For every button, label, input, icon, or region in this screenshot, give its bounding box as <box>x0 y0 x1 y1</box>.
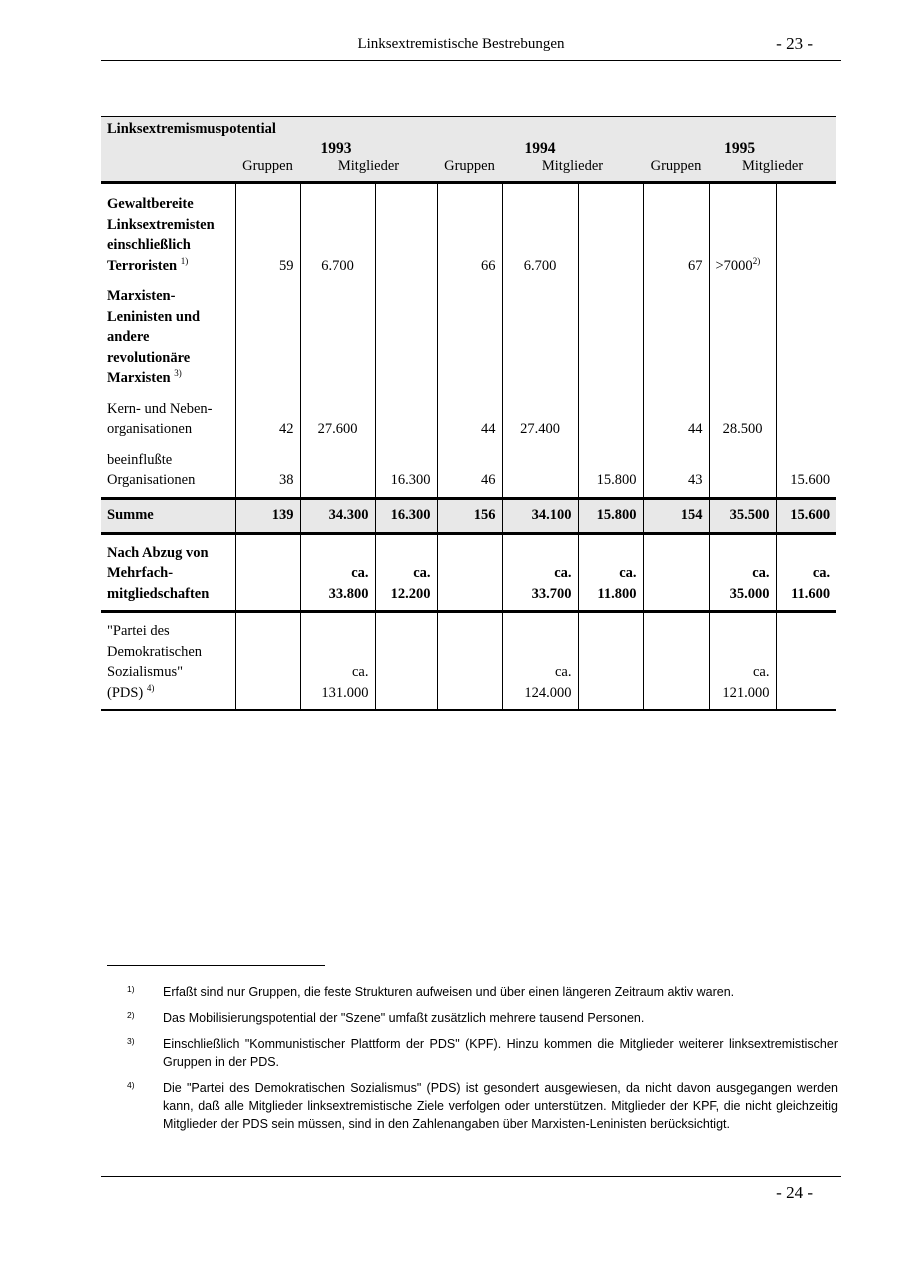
cell: 15.600 <box>776 440 836 499</box>
col-mitglieder-1993: Mitglieder <box>300 158 437 183</box>
footnote-ref: 4) <box>146 682 155 693</box>
col-mitglieder-1994: Mitglieder <box>502 158 643 183</box>
cell: ca. 35.000 <box>709 533 776 612</box>
cell: 46 <box>437 440 502 499</box>
cell: 15.800 <box>578 440 643 499</box>
table-row-abzug <box>101 533 836 612</box>
row-label: "Partei des Demokratischen Sozialismus" (PDS) $^{4)}$ <box>101 612 235 711</box>
column-header-row <box>101 158 836 183</box>
cell <box>375 183 437 277</box>
cell: ca. 11.600 <box>776 533 836 612</box>
running-title: Linksextremistische Bestrebungen <box>357 36 565 52</box>
row-label: Summe <box>101 498 235 533</box>
linksextremismus-table <box>101 116 836 711</box>
row-label: Nach Abzug von Mehrfach- mitgliedschaften <box>101 533 235 612</box>
col-mitglieder-1995: Mitglieder <box>709 158 836 183</box>
cell <box>709 440 776 499</box>
page-number-top: - 23 - <box>776 34 813 53</box>
cell: 15.800 <box>578 498 643 533</box>
table-row-marxisten <box>101 276 836 389</box>
cell: 27.600 <box>300 389 375 440</box>
footnote-ref: 2) <box>752 255 761 266</box>
year-1995: 1995 <box>643 138 836 158</box>
col-gruppen-1993: Gruppen <box>235 158 300 183</box>
cell: $>7000^{2)}$ <box>709 183 776 277</box>
cell: 43 <box>643 440 709 499</box>
table-title-row <box>101 117 836 139</box>
footnote-4: 4) Die "Partei des Demokratischen Sozialismus" (PDS) ist gesondert ausgewiesen, da nicht davon ausgegangen werden kann, daß alle Mitglieder linksextremistische Ziele verfolgen oder unterstützen. Mitglieder der KPF, die nicht gleichzeitig Mitglieder der PDS sein müssen, sind in den Zahlenangaben über Marxisten-Leninisten berücksichtigt. <box>127 1080 838 1131</box>
cell <box>578 183 643 277</box>
footnote-separator <box>107 965 325 966</box>
cell: 139 <box>235 498 300 533</box>
row-label: Gewaltbereite Linksextremisten einschließlich Terroristen $^{1)}$ <box>107 196 215 274</box>
cell: 154 <box>643 498 709 533</box>
cell: 44 <box>643 389 709 440</box>
year-header-row <box>101 138 836 158</box>
cell: ca. 124.000 <box>502 612 578 711</box>
table-row-pds <box>101 612 836 711</box>
page-footer <box>101 1176 841 1202</box>
cell: 28.500 <box>709 389 776 440</box>
table-row-kern <box>101 389 836 440</box>
cell: ca. 12.200 <box>375 533 437 612</box>
cell: 6.700 <box>502 183 578 277</box>
cell: 67 <box>643 183 709 277</box>
cell: 156 <box>437 498 502 533</box>
cell: 16.300 <box>375 440 437 499</box>
cell: 66 <box>437 183 502 277</box>
cell: 27.400 <box>502 389 578 440</box>
table-row-gewaltbereite <box>101 183 836 277</box>
footnote-ref: 3) <box>174 368 182 378</box>
table-row-summe <box>101 498 836 533</box>
footnote-3: 3) Einschließlich "Kommunistischer Plattform der PDS" (KPF). Hinzu kommen die Mitglieder weiterer linksextremistischer Gruppen in der PDS. <box>127 1036 838 1069</box>
cell: 15.600 <box>776 498 836 533</box>
col-gruppen-1994: Gruppen <box>437 158 502 183</box>
cell: 34.300 <box>300 498 375 533</box>
footnote-ref: 1) <box>180 255 189 266</box>
row-label: beeinflußte Organisationen <box>107 451 196 488</box>
cell <box>578 389 643 440</box>
cell: 35.500 <box>709 498 776 533</box>
cell: ca. 131.000 <box>300 612 375 711</box>
cell: 44 <box>437 389 502 440</box>
cell: ca. 33.700 <box>502 533 578 612</box>
row-label: Kern- und Neben- organisationen <box>107 400 213 437</box>
cell: 42 <box>235 389 300 440</box>
cell: 6.700 <box>300 183 375 277</box>
table-row-beeinflusste <box>101 440 836 499</box>
cell <box>776 389 836 440</box>
footnote-1: 1) Erfaßt sind nur Gruppen, die feste Strukturen aufweisen und über einen längeren Zeitraum aktiv waren. <box>127 984 735 999</box>
page-header <box>101 36 841 61</box>
cell <box>375 389 437 440</box>
year-1994: 1994 <box>437 138 643 158</box>
row-label: Marxisten- Leninisten und andere revolutionäre Marxisten $^{3)}$ <box>107 288 201 386</box>
cell <box>300 440 375 499</box>
cell <box>502 440 578 499</box>
cell: 34.100 <box>502 498 578 533</box>
cell: 16.300 <box>375 498 437 533</box>
cell: ca. 33.800 <box>300 533 375 612</box>
table-title: Linksextremismuspotential <box>101 117 836 139</box>
footnotes <box>127 983 838 1141</box>
cell: ca. 121.000 <box>709 612 776 711</box>
year-1993: 1993 <box>235 138 437 158</box>
cell: ca. 11.800 <box>578 533 643 612</box>
page-number-bottom: - 24 - <box>776 1183 813 1202</box>
cell: 59 <box>235 183 300 277</box>
cell <box>776 183 836 277</box>
footnote-2: 2) Das Mobilisierungspotential der "Szene" umfaßt zusätzlich mehrere tausend Personen. <box>127 1010 645 1025</box>
cell: 38 <box>235 440 300 499</box>
col-gruppen-1995: Gruppen <box>643 158 709 183</box>
